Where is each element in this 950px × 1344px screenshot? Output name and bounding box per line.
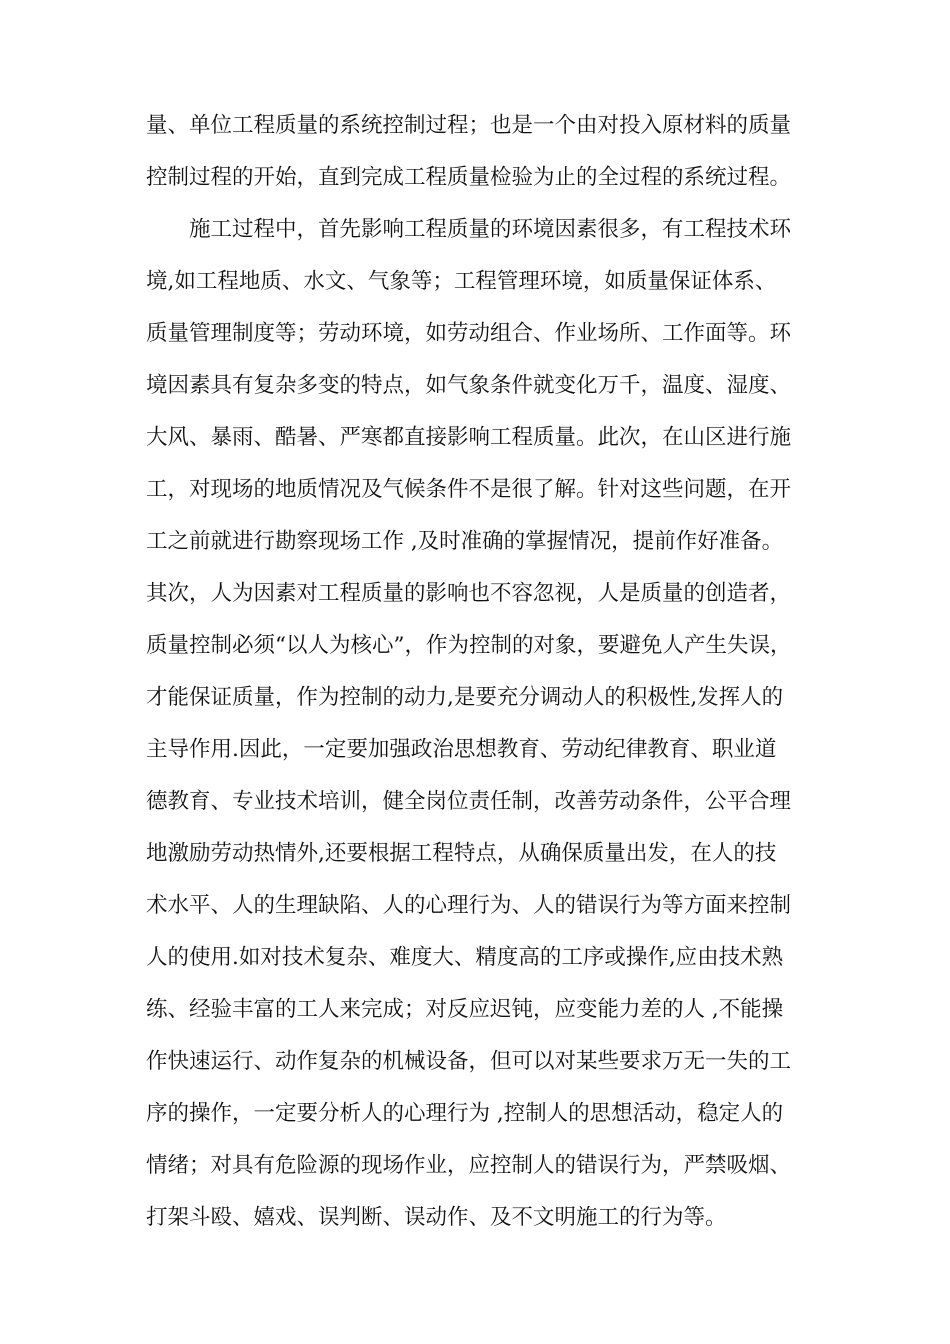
- text-line: 才能保证质量，作为控制的动力,是要充分调动人的积极性,发挥人的: [146, 685, 784, 710]
- text-line: 作快速运行、动作复杂的机械设备，但可以对某些要求万无一失的工: [146, 1049, 792, 1074]
- text-line: 练、经验丰富的工人来完成；对反应迟钝，应变能力差的人 ,不能操: [146, 997, 784, 1022]
- text-line: 工之前就进行勘察现场工作 ,及时准确的掌握情况，提前作好准备。: [146, 529, 784, 554]
- text-line: 控制过程的开始，直到完成工程质量检验为止的全过程的系统过程。: [146, 165, 792, 190]
- text-line: 人的使用.如对技术复杂、难度大、精度高的工序或操作,应由技术熟: [146, 945, 784, 970]
- text-line: 德教育、专业技术培训，健全岗位责任制，改善劳动条件，公平合理: [146, 789, 792, 814]
- text-line: 打架斗殴、嬉戏、误判断、误动作、及不文明施工的行为等。: [146, 1205, 727, 1230]
- body-text: [146, 100, 826, 1244]
- text-line: 大风、暴雨、酷暑、严寒都直接影响工程质量。此次，在山区进行施: [146, 425, 792, 450]
- text-line: 主导作用.因此，一定要加强政治思想教育、劳动纪律教育、职业道: [146, 737, 777, 762]
- text-line: 境,如工程地质、水文、气象等；工程管理环境，如质量保证体系、: [146, 269, 777, 294]
- text-line: 质量控制必须“以人为核心”，作为控制的对象，要避免人产生失误，: [146, 633, 792, 658]
- text-line: 其次，人为因素对工程质量的影响也不容忽视，人是质量的创造者，: [146, 581, 792, 606]
- text-line: 工，对现场的地质情况及气候条件不是很了解。针对这些问题，在开: [146, 477, 792, 502]
- text-line: 境因素具有复杂多变的特点，如气象条件就变化万千，温度、湿度、: [146, 373, 792, 398]
- text-line: 序的操作，一定要分析人的心理行为 ,控制人的思想活动，稳定人的: [146, 1101, 784, 1126]
- text-line: 量、单位工程质量的系统控制过程；也是一个由对投入原材料的质量: [146, 113, 792, 138]
- text-line: 地激励劳动热情外,还要根据工程特点，从确保质量出发，在人的技: [146, 841, 777, 866]
- paragraph-start-line: 施工过程中，首先影响工程质量的环境因素很多，有工程技术环: [189, 217, 792, 242]
- text-line: 情绪；对具有危险源的现场作业，应控制人的错误行为，严禁吸烟、: [146, 1153, 792, 1178]
- text-line: 质量管理制度等；劳动环境，如劳动组合、作业场所、工作面等。环: [146, 321, 792, 346]
- text-line: 术水平、人的生理缺陷、人的心理行为、人的错误行为等方面来控制: [146, 893, 792, 918]
